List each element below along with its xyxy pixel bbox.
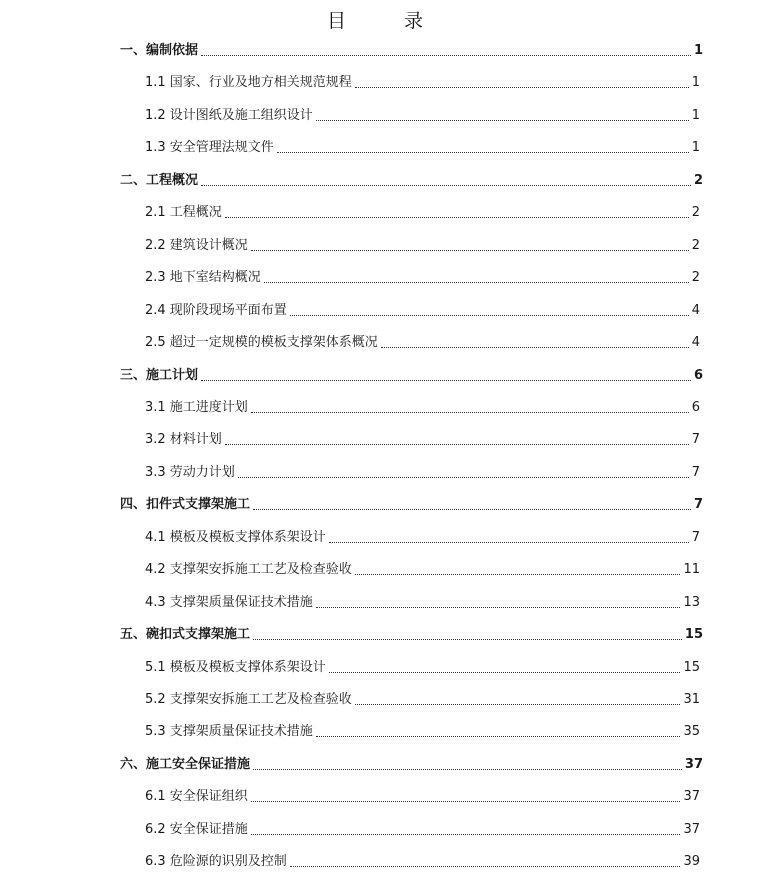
toc-dot-leader: [251, 250, 689, 251]
toc-entry-text: 3.1 施工进度计划: [145, 399, 248, 415]
toc-dot-leader: [251, 412, 689, 413]
toc-section-entry[interactable]: [145, 333, 700, 353]
toc-page-number: 1: [693, 43, 703, 58]
toc-dot-leader: [290, 866, 681, 867]
toc-entry-text: 4.1 模板及模板支撑体系架设计: [145, 529, 326, 545]
toc-dot-leader: [290, 315, 689, 316]
toc-dot-leader: [225, 217, 689, 218]
toc-page-number: 7: [693, 497, 703, 513]
toc-section-entry[interactable]: [145, 820, 700, 840]
toc-dot-leader: [253, 769, 682, 770]
toc-entry-text: 二、工程概况: [120, 172, 199, 188]
toc-section-entry[interactable]: [145, 787, 700, 807]
toc-page-number: 6: [691, 399, 700, 415]
toc-chapter-entry[interactable]: [120, 755, 703, 775]
toc-section-entry[interactable]: [145, 236, 700, 256]
toc-dot-leader: [355, 704, 681, 705]
toc-section-entry[interactable]: [145, 560, 700, 580]
toc-section-entry[interactable]: [145, 528, 700, 548]
toc-page-number: 37: [683, 789, 700, 805]
toc-entry-text: 1.1 国家、行业及地方相关规范规程: [145, 75, 352, 91]
toc-section-entry[interactable]: [145, 852, 700, 872]
toc-section-entry[interactable]: [145, 690, 700, 710]
toc-dot-leader: [253, 639, 682, 640]
toc-page-number: 37: [683, 821, 700, 837]
toc-page-number: 15: [683, 659, 700, 675]
toc-dot-leader: [238, 477, 689, 478]
toc-dot-leader: [251, 834, 681, 835]
toc-dot-leader: [264, 282, 689, 283]
toc-page-number: 7: [691, 529, 700, 545]
toc-section-entry[interactable]: [145, 398, 700, 418]
toc-entry-text: 四、扣件式支撑架施工: [120, 497, 251, 513]
toc-dot-leader: [316, 607, 681, 608]
toc-page-number: 4: [691, 335, 700, 351]
toc-entry-text: 4.2 支撑架安拆施工工艺及检查验收: [145, 562, 352, 578]
toc-section-entry[interactable]: [145, 593, 700, 613]
toc-chapter-entry[interactable]: [120, 41, 703, 61]
toc-section-entry[interactable]: [145, 658, 700, 678]
toc-title: 目 录: [326, 10, 450, 32]
toc-dot-leader: [225, 444, 689, 445]
toc-entry-text: 5.1 模板及模板支撑体系架设计: [145, 659, 326, 675]
toc-section-entry[interactable]: [145, 138, 700, 158]
toc-dot-leader: [277, 152, 689, 153]
toc-page-number: 35: [683, 724, 700, 740]
toc-dot-leader: [329, 672, 681, 673]
toc-entry-text: 1.3 安全管理法规文件: [145, 140, 274, 156]
toc-entry-text: 2.4 现阶段现场平面布置: [145, 302, 287, 318]
toc-chapter-entry[interactable]: [120, 171, 703, 191]
toc-entry-text: 2.2 建筑设计概况: [145, 237, 248, 253]
toc-section-entry[interactable]: [145, 722, 700, 742]
toc-entry-text: 三、施工计划: [120, 367, 199, 383]
toc-section-entry[interactable]: [145, 268, 700, 288]
toc-dot-leader: [316, 120, 689, 121]
toc-entry-text: 6.2 安全保证措施: [145, 821, 248, 837]
toc-entry-text: 5.2 支撑架安拆施工工艺及检查验收: [145, 692, 352, 707]
toc-entry-text: 2.1 工程概况: [145, 205, 222, 221]
toc-entry-text: 2.3 地下室结构概况: [145, 270, 261, 286]
toc-dot-leader: [251, 801, 681, 802]
toc-dot-leader: [201, 55, 691, 56]
toc-dot-leader: [253, 509, 691, 510]
toc-dot-leader: [201, 380, 691, 381]
toc-dot-leader: [355, 574, 681, 575]
toc-entry-text: 一、编制依据: [120, 43, 199, 58]
toc-entry-text: 3.2 材料计划: [145, 432, 222, 448]
toc-page-number: 37: [684, 756, 703, 772]
toc-page-number: 7: [691, 464, 700, 480]
toc-dot-leader: [381, 347, 689, 348]
toc-chapter-entry[interactable]: [120, 625, 703, 645]
toc-entry-text: 6.1 安全保证组织: [145, 789, 248, 805]
toc-page-number: 4: [691, 302, 700, 318]
toc-entry-text: 6.3 危险源的识别及控制: [145, 854, 287, 870]
toc-page-number: 1: [691, 107, 700, 123]
toc-page-number: 6: [693, 367, 703, 383]
toc-section-entry[interactable]: [145, 463, 700, 483]
toc-section-entry[interactable]: [145, 301, 700, 321]
toc-entry-text: 5.3 支撑架质量保证技术措施: [145, 724, 313, 740]
toc-entry-text: 3.3 劳动力计划: [145, 464, 235, 480]
toc-page-number: 2: [691, 270, 700, 286]
toc-entry-text: 2.5 超过一定规模的模板支撑架体系概况: [145, 335, 378, 351]
toc-chapter-entry[interactable]: [120, 495, 703, 515]
toc-dot-leader: [316, 736, 681, 737]
toc-dot-leader: [329, 542, 689, 543]
toc-dot-leader: [355, 87, 689, 88]
toc-page-number: 15: [684, 627, 703, 643]
toc-entry-text: 4.3 支撑架质量保证技术措施: [145, 594, 313, 610]
toc-page-number: 1: [691, 140, 700, 156]
toc-page-number: 39: [683, 854, 700, 870]
toc-page-number: 2: [693, 172, 703, 188]
toc-entry-text: 1.2 设计图纸及施工组织设计: [145, 107, 313, 123]
toc-page-number: 7: [691, 432, 700, 448]
toc-page-number: 1: [691, 75, 700, 91]
toc-section-entry[interactable]: [145, 106, 700, 126]
toc-entry-text: 五、碗扣式支撑架施工: [120, 627, 251, 643]
toc-chapter-entry[interactable]: [120, 366, 703, 386]
toc-page-number: 2: [691, 205, 700, 221]
toc-page-number: 31: [683, 692, 700, 707]
toc-section-entry[interactable]: [145, 73, 700, 93]
toc-page-number: 11: [683, 562, 700, 578]
toc-section-entry[interactable]: [145, 203, 700, 223]
toc-section-entry[interactable]: [145, 430, 700, 450]
toc-entry-text: 六、施工安全保证措施: [120, 756, 251, 772]
toc-dot-leader: [201, 185, 691, 186]
toc-page-number: 13: [683, 594, 700, 610]
toc-page-number: 2: [691, 237, 700, 253]
